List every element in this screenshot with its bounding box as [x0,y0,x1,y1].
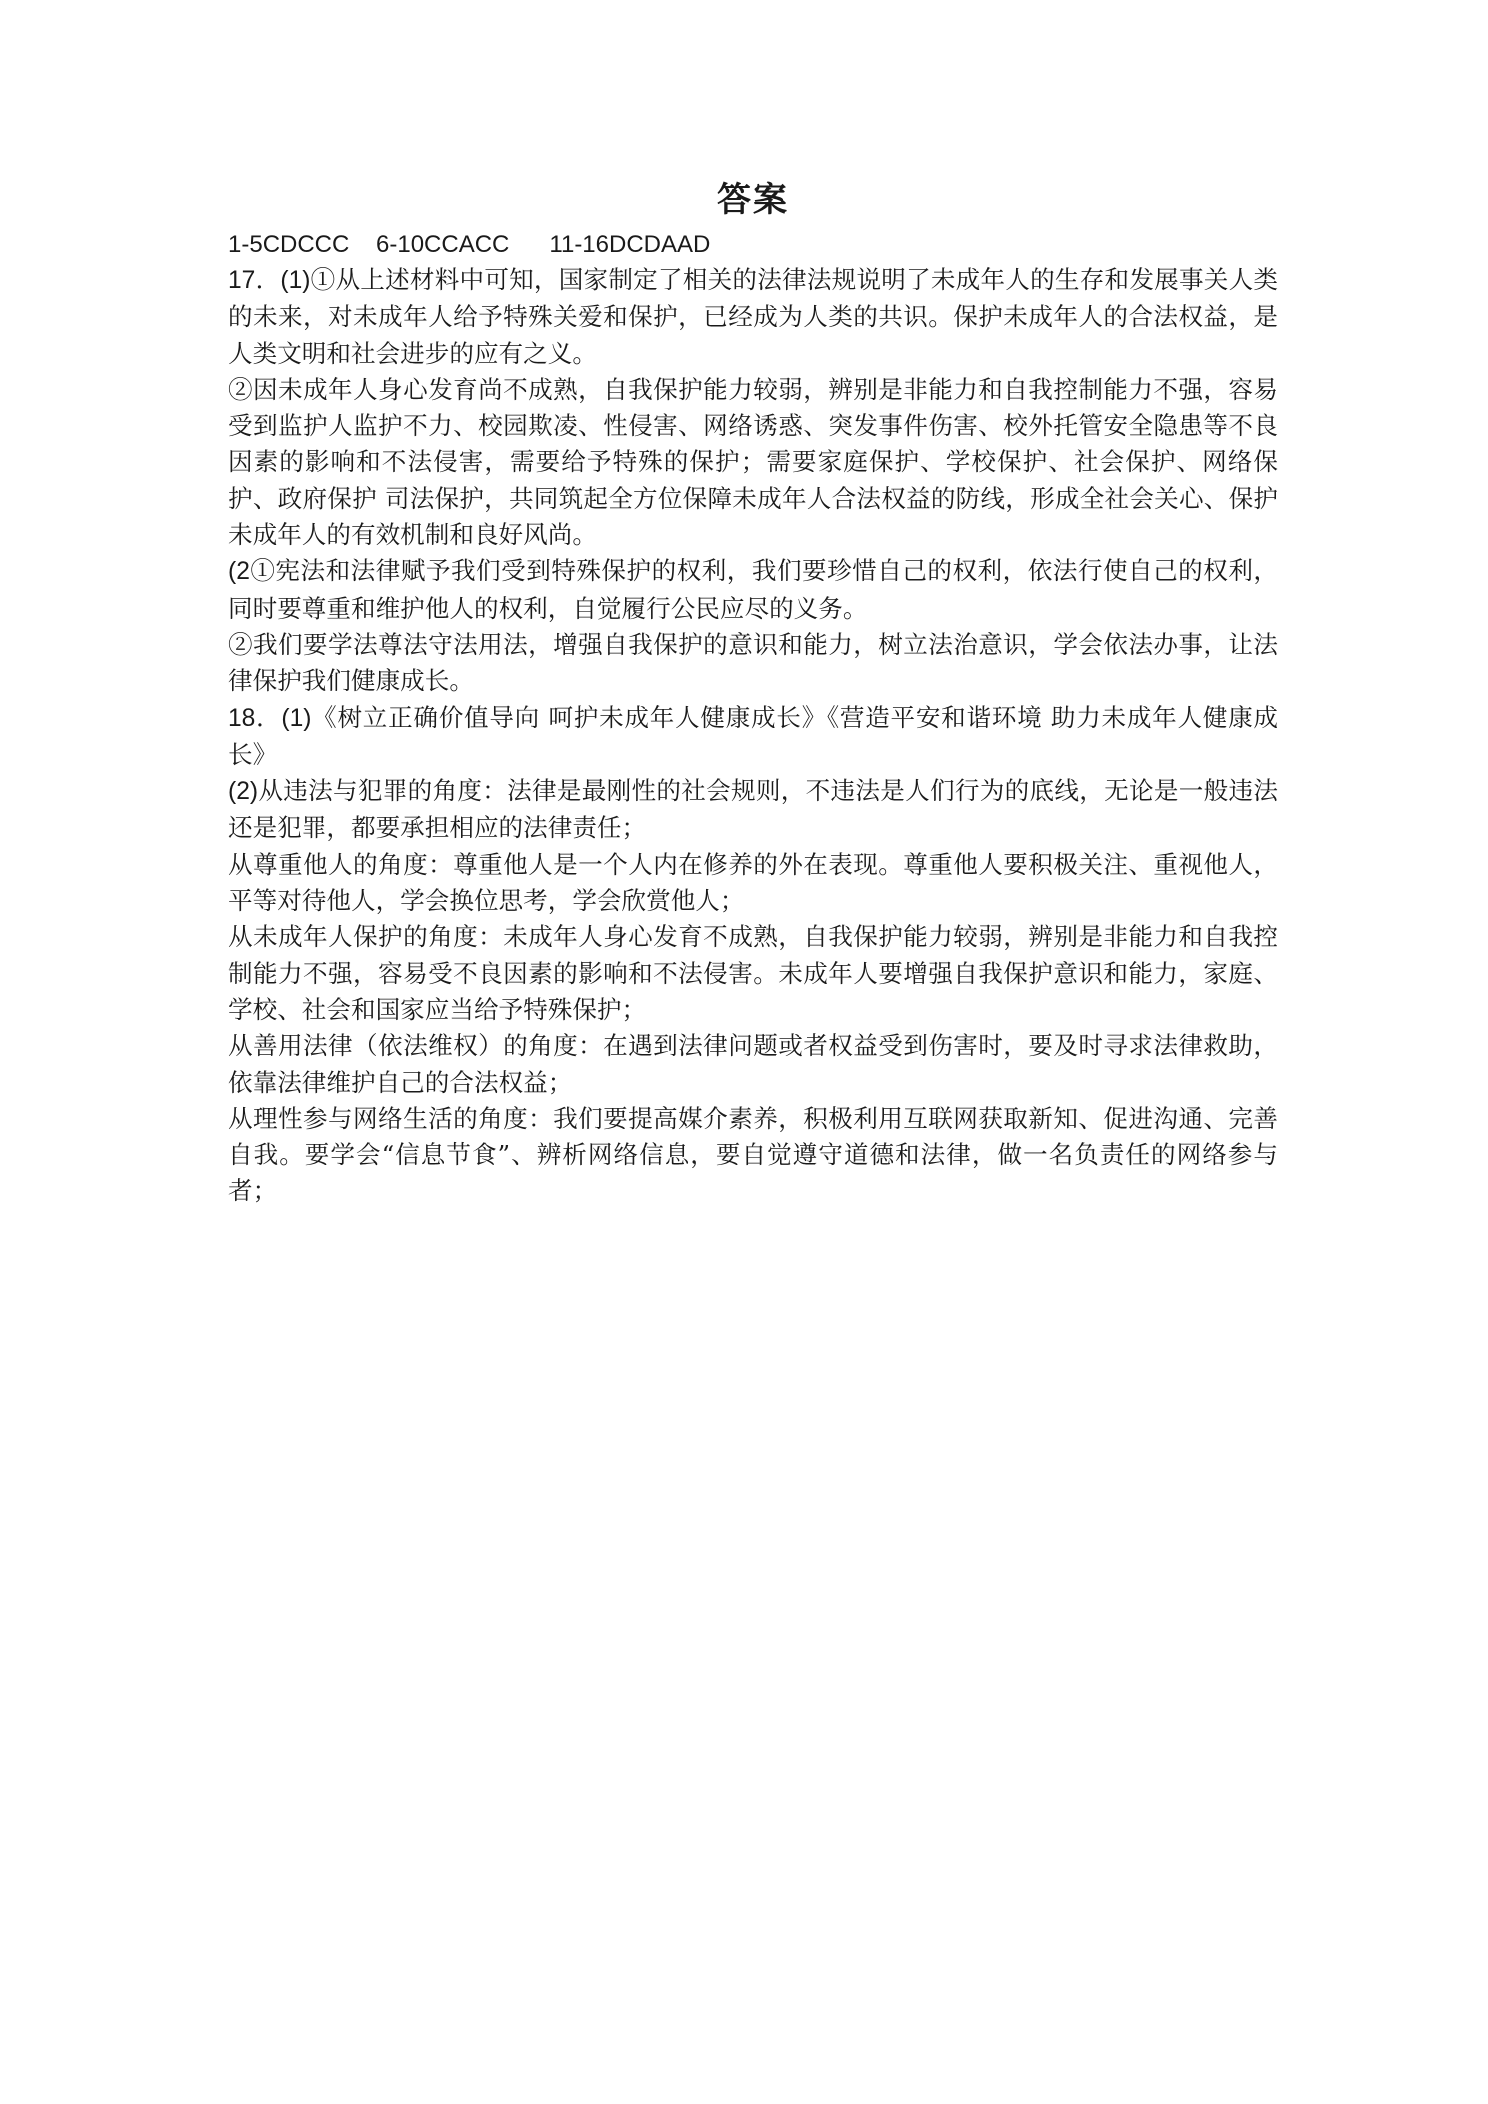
q17-p1-text: ①从上述材料中可知，国家制定了相关的法律法规说明了未成年人的生存和发展事关人类的未来，对未成年人给予特殊关爱和保护，已经成为人类的共识。保护未成年人的合法权益，是人类文明和社会进步的应有之义。 [228,265,1278,368]
q18-part2-point2: 从尊重他人的角度：尊重他人是一个人内在修养的外在表现。尊重他人要积极关注、重视他人，平等对待他人，学会换位思考，学会欣赏他人； [228,849,1278,916]
q18-part1 [228,700,1278,774]
answer-page [228,176,1278,1210]
multiple-choice-answers: 1-5CDCCC 6-10CCACC 11-16DCDAAD [228,231,711,258]
q17-part1-point2: ②因未成年人身心发育尚不成熟，自我保护能力较弱，辨别是非能力和自我控制能力不强，容易受到监护人监护不力、校园欺凌、性侵害、网络诱惑、突发事件伤害、校外托管安全隐患等不良因素的影响和不法侵害，需要给予特殊的保护；需要家庭保护、学校保护、社会保护、网络保护、政府保护 司法保护，共同筑起全方位保障未成年人合法权益的防线，形成全社会关心、保护未成年人的有效机制和良好风尚。 [228,374,1278,550]
q17-part2-point1 [228,553,1278,627]
q18-part2-label: (2) [228,778,259,806]
q17-p3-text: ①宪法和法律赋予我们受到特殊保护的权利，我们要珍惜自己的权利，依法行使自己的权利，同时要尊重和维护他人的权利，自觉履行公民应尽的义务。 [228,556,1278,623]
q18-part2-point5: 从理性参与网络生活的角度：我们要提高媒介素养，积极利用互联网获取新知、促进沟通、完善自我。要学会“信息节食”、辨析网络信息，要自觉遵守道德和法律，做一名负责任的网络参与者； [228,1103,1278,1206]
q18-part2-point1 [228,773,1278,847]
q17-part2-point2: ②我们要学法尊法守法用法，增强自我保护的意识和能力，树立法治意识，学会依法办事，让法律保护我们健康成长。 [228,629,1278,696]
q17-part2-label: (2 [228,558,250,586]
q17-part1-point1 [228,262,1278,372]
q17-label: 17．(1) [228,267,311,294]
q18-part2-point3: 从未成年人保护的角度：未成年人身心发育不成熟，自我保护能力较弱，辨别是非能力和自我控制能力不强，容易受不良因素的影响和不法侵害。未成年人要增强自我保护意识和能力，家庭、学校、社会和国家应当给予特殊保护； [228,922,1278,1024]
q18-p2-text: 从违法与犯罪的角度：法律是最刚性的社会规则，不违法是人们行为的底线，无论是一般违法还是犯罪，都要承担相应的法律责任； [228,776,1278,843]
q18-p1-text: 《树立正确价值导向 呵护未成年人健康成长》《营造平安和谐环境 助力未成年人健康成长》 [228,702,1278,769]
q18-label: 18．(1) [228,704,312,732]
page-title: 答案 [717,180,789,220]
q18-part2-point4: 从善用法律（依法维权）的角度：在遇到法律问题或者权益受到伤害时，要及时寻求法律救助，依靠法律维护自己的合法权益； [228,1031,1278,1097]
